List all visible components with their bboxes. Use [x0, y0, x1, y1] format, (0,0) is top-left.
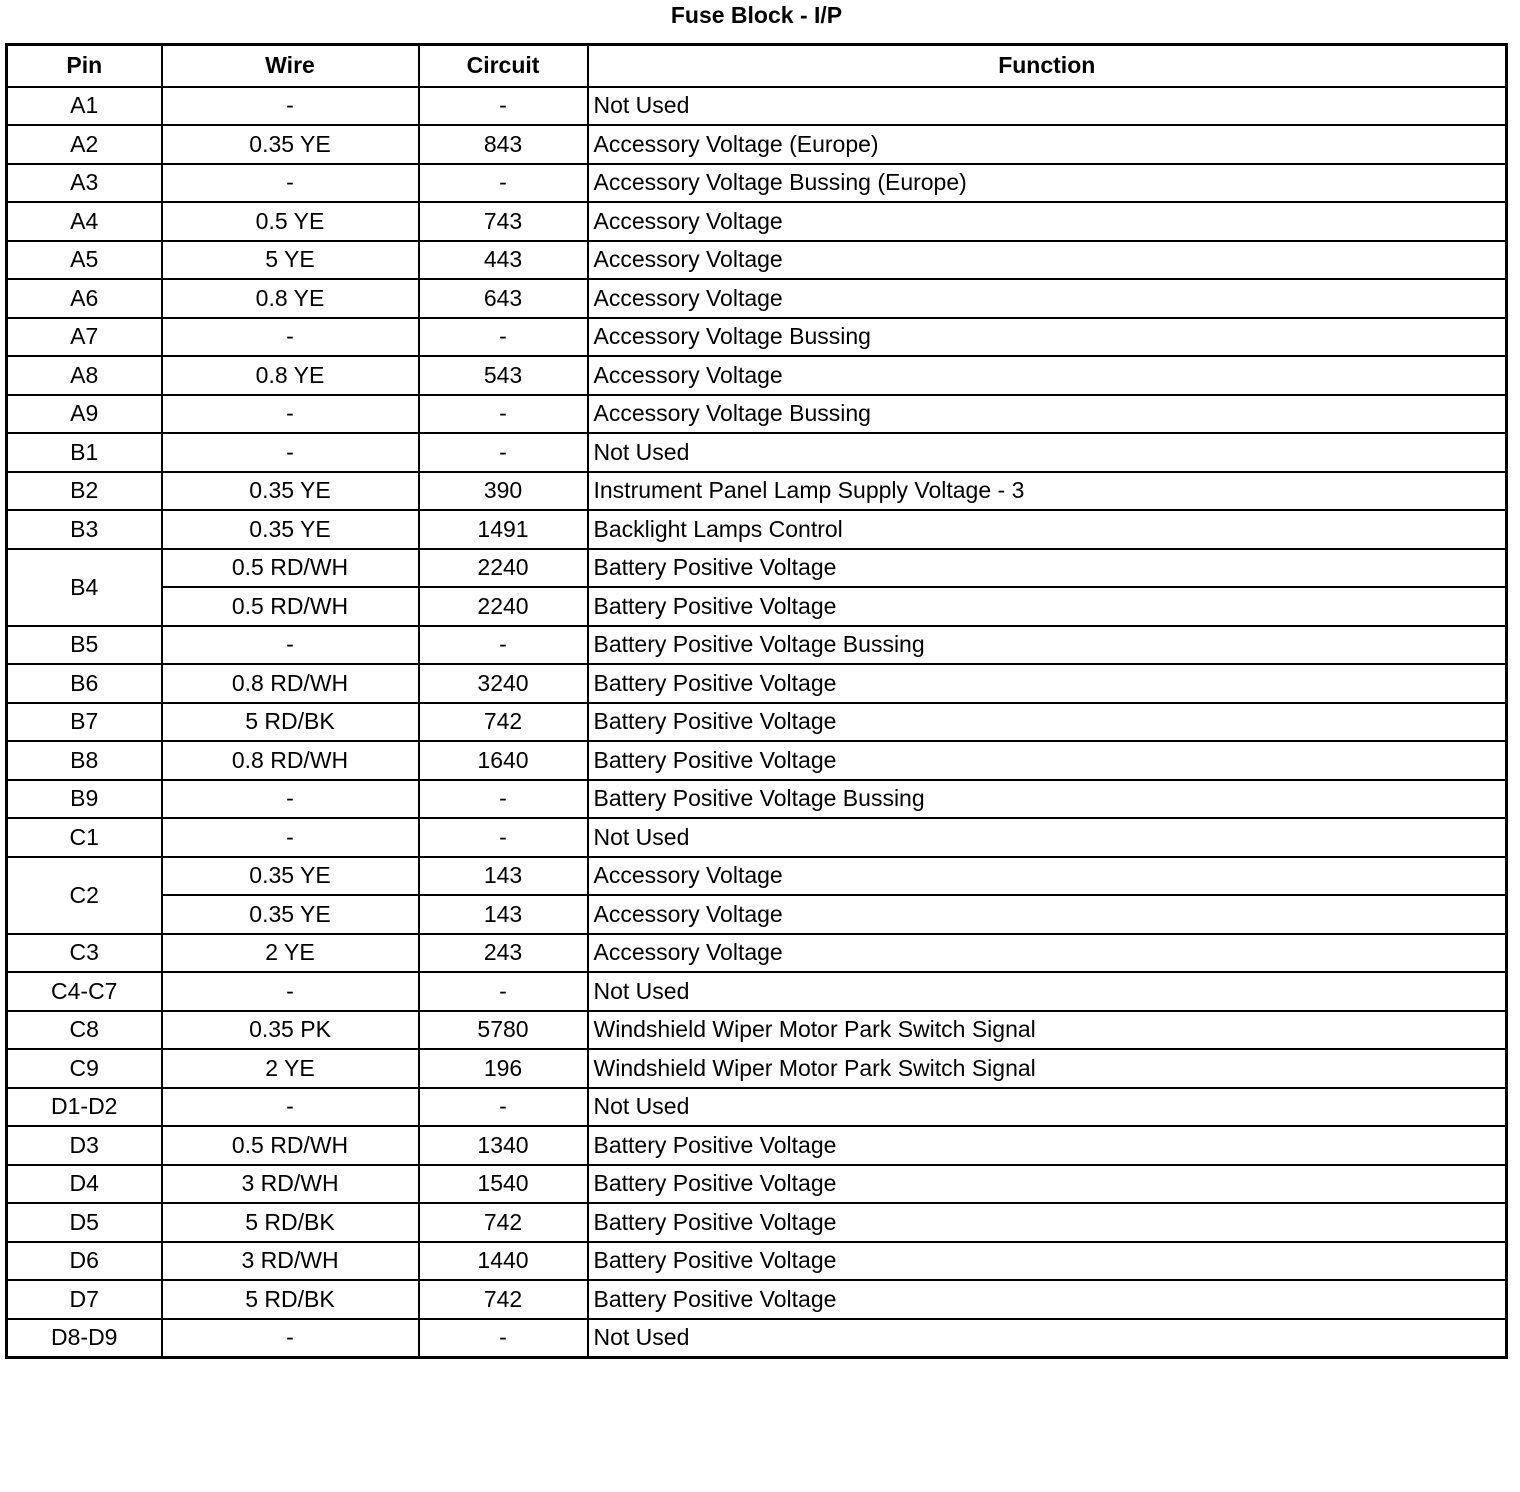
circuit-cell: -: [419, 164, 588, 203]
circuit-cell: 742: [419, 1203, 588, 1242]
circuit-cell: -: [419, 818, 588, 857]
function-cell: Accessory Voltage: [588, 895, 1507, 934]
pin-cell: B9: [7, 780, 162, 819]
circuit-cell: 243: [419, 934, 588, 973]
wire-cell: -: [162, 164, 419, 203]
circuit-cell: 3240: [419, 664, 588, 703]
wire-cell: -: [162, 433, 419, 472]
wire-cell: -: [162, 972, 419, 1011]
wire-cell: -: [162, 1319, 419, 1358]
circuit-cell: 1540: [419, 1165, 588, 1204]
table-row: [7, 87, 1507, 126]
table-row: [7, 895, 1507, 934]
circuit-cell: -: [419, 626, 588, 665]
connector-pinout-table: [5, 43, 1508, 1359]
table-row: [7, 1088, 1507, 1127]
wire-cell: -: [162, 87, 419, 126]
wire-cell: 0.5 RD/WH: [162, 549, 419, 588]
pin-cell: A3: [7, 164, 162, 203]
circuit-cell: -: [419, 780, 588, 819]
circuit-cell: 196: [419, 1049, 588, 1088]
pin-cell: B8: [7, 741, 162, 780]
table-row: [7, 1319, 1507, 1358]
wire-cell: 5 YE: [162, 241, 419, 280]
wire-cell: -: [162, 780, 419, 819]
wire-cell: 0.35 PK: [162, 1011, 419, 1050]
function-cell: Windshield Wiper Motor Park Switch Signal: [588, 1011, 1507, 1050]
circuit-cell: 1440: [419, 1242, 588, 1281]
pin-cell: A9: [7, 395, 162, 434]
table-row: [7, 934, 1507, 973]
function-cell: Battery Positive Voltage: [588, 587, 1507, 626]
wire-cell: 5 RD/BK: [162, 1203, 419, 1242]
circuit-cell: 1340: [419, 1126, 588, 1165]
function-cell: Battery Positive Voltage: [588, 549, 1507, 588]
function-cell: Not Used: [588, 433, 1507, 472]
function-cell: Accessory Voltage: [588, 202, 1507, 241]
pin-cell: D5: [7, 1203, 162, 1242]
table-row: [7, 780, 1507, 819]
circuit-cell: 1491: [419, 510, 588, 549]
function-cell: Battery Positive Voltage: [588, 664, 1507, 703]
table-row: [7, 241, 1507, 280]
wire-cell: 0.35 YE: [162, 510, 419, 549]
table-row: [7, 318, 1507, 357]
table-row: [7, 1280, 1507, 1319]
circuit-cell: 1640: [419, 741, 588, 780]
wire-cell: 3 RD/WH: [162, 1242, 419, 1281]
circuit-cell: 443: [419, 241, 588, 280]
function-cell: Not Used: [588, 972, 1507, 1011]
function-cell: Battery Positive Voltage: [588, 1165, 1507, 1204]
function-cell: Accessory Voltage: [588, 241, 1507, 280]
pin-cell: D3: [7, 1126, 162, 1165]
wire-cell: 3 RD/WH: [162, 1165, 419, 1204]
pin-cell: B7: [7, 703, 162, 742]
function-cell: Battery Positive Voltage Bussing: [588, 780, 1507, 819]
wire-cell: 0.5 RD/WH: [162, 587, 419, 626]
table-row: [7, 356, 1507, 395]
pin-cell: B2: [7, 472, 162, 511]
table-row: [7, 1126, 1507, 1165]
table-row: [7, 202, 1507, 241]
wire-cell: 0.8 RD/WH: [162, 664, 419, 703]
function-cell: Battery Positive Voltage: [588, 703, 1507, 742]
table-row: [7, 703, 1507, 742]
pin-cell: A1: [7, 87, 162, 126]
table-row: [7, 433, 1507, 472]
circuit-cell: 2240: [419, 549, 588, 588]
pin-cell: C8: [7, 1011, 162, 1050]
wire-cell: 0.8 YE: [162, 356, 419, 395]
wire-cell: 0.5 YE: [162, 202, 419, 241]
circuit-cell: 742: [419, 1280, 588, 1319]
table-row: [7, 626, 1507, 665]
wire-cell: 2 YE: [162, 1049, 419, 1088]
circuit-cell: -: [419, 318, 588, 357]
table-row: [7, 1049, 1507, 1088]
circuit-cell: 843: [419, 125, 588, 164]
circuit-cell: 543: [419, 356, 588, 395]
pin-cell: B4: [7, 549, 162, 626]
header-circuit: Circuit: [419, 45, 588, 87]
pin-cell: C3: [7, 934, 162, 973]
header-row: [7, 45, 1507, 87]
circuit-cell: -: [419, 1088, 588, 1127]
function-cell: Not Used: [588, 87, 1507, 126]
table-body: [7, 87, 1507, 1358]
table-row: [7, 587, 1507, 626]
function-cell: Battery Positive Voltage: [588, 1126, 1507, 1165]
table-row: [7, 1165, 1507, 1204]
table-row: [7, 857, 1507, 896]
circuit-cell: -: [419, 1319, 588, 1358]
pin-cell: C2: [7, 857, 162, 934]
circuit-cell: 742: [419, 703, 588, 742]
circuit-cell: 643: [419, 279, 588, 318]
function-cell: Not Used: [588, 1319, 1507, 1358]
circuit-cell: 390: [419, 472, 588, 511]
circuit-cell: -: [419, 395, 588, 434]
table-row: [7, 1242, 1507, 1281]
table-row: [7, 395, 1507, 434]
pin-cell: D4: [7, 1165, 162, 1204]
pin-cell: B1: [7, 433, 162, 472]
table-row: [7, 972, 1507, 1011]
function-cell: Battery Positive Voltage: [588, 741, 1507, 780]
pin-cell: B3: [7, 510, 162, 549]
function-cell: Accessory Voltage (Europe): [588, 125, 1507, 164]
wire-cell: 0.8 RD/WH: [162, 741, 419, 780]
pin-cell: A2: [7, 125, 162, 164]
table-row: [7, 664, 1507, 703]
table-row: [7, 818, 1507, 857]
function-cell: Accessory Voltage Bussing: [588, 318, 1507, 357]
wire-cell: 5 RD/BK: [162, 1280, 419, 1319]
pin-cell: B6: [7, 664, 162, 703]
wire-cell: 5 RD/BK: [162, 703, 419, 742]
table-row: [7, 549, 1507, 588]
function-cell: Not Used: [588, 1088, 1507, 1127]
table-row: [7, 125, 1507, 164]
pin-cell: D6: [7, 1242, 162, 1281]
table-row: [7, 741, 1507, 780]
function-cell: Battery Positive Voltage Bussing: [588, 626, 1507, 665]
table-header: [7, 45, 1507, 87]
wire-cell: 2 YE: [162, 934, 419, 973]
circuit-cell: 143: [419, 895, 588, 934]
pin-cell: A8: [7, 356, 162, 395]
table-row: [7, 472, 1507, 511]
function-cell: Instrument Panel Lamp Supply Voltage - 3: [588, 472, 1507, 511]
header-pin: Pin: [7, 45, 162, 87]
wire-cell: -: [162, 818, 419, 857]
pin-cell: A4: [7, 202, 162, 241]
wire-cell: -: [162, 626, 419, 665]
function-cell: Accessory Voltage: [588, 934, 1507, 973]
pin-cell: A7: [7, 318, 162, 357]
wire-cell: -: [162, 1088, 419, 1127]
pin-cell: D8-D9: [7, 1319, 162, 1358]
wire-cell: 0.35 YE: [162, 125, 419, 164]
wire-cell: 0.35 YE: [162, 895, 419, 934]
wire-cell: 0.35 YE: [162, 857, 419, 896]
function-cell: Accessory Voltage: [588, 356, 1507, 395]
circuit-cell: 143: [419, 857, 588, 896]
pin-cell: C1: [7, 818, 162, 857]
function-cell: Battery Positive Voltage: [588, 1280, 1507, 1319]
function-cell: Accessory Voltage: [588, 279, 1507, 318]
function-cell: Not Used: [588, 818, 1507, 857]
table-row: [7, 279, 1507, 318]
function-cell: Windshield Wiper Motor Park Switch Signal: [588, 1049, 1507, 1088]
circuit-cell: -: [419, 87, 588, 126]
circuit-cell: 743: [419, 202, 588, 241]
wire-cell: -: [162, 318, 419, 357]
table-row: [7, 510, 1507, 549]
pin-cell: D1-D2: [7, 1088, 162, 1127]
circuit-cell: -: [419, 972, 588, 1011]
wire-cell: 0.5 RD/WH: [162, 1126, 419, 1165]
function-cell: Accessory Voltage Bussing: [588, 395, 1507, 434]
pin-cell: B5: [7, 626, 162, 665]
pin-cell: A6: [7, 279, 162, 318]
circuit-cell: -: [419, 433, 588, 472]
table-row: [7, 1011, 1507, 1050]
function-cell: Backlight Lamps Control: [588, 510, 1507, 549]
pin-cell: D7: [7, 1280, 162, 1319]
function-cell: Accessory Voltage: [588, 857, 1507, 896]
table-row: [7, 1203, 1507, 1242]
wire-cell: 0.8 YE: [162, 279, 419, 318]
wire-cell: -: [162, 395, 419, 434]
circuit-cell: 5780: [419, 1011, 588, 1050]
header-wire: Wire: [162, 45, 419, 87]
function-cell: Battery Positive Voltage: [588, 1242, 1507, 1281]
pin-cell: A5: [7, 241, 162, 280]
table-row: [7, 164, 1507, 203]
function-cell: Accessory Voltage Bussing (Europe): [588, 164, 1507, 203]
wire-cell: 0.35 YE: [162, 472, 419, 511]
pin-cell: C9: [7, 1049, 162, 1088]
circuit-cell: 2240: [419, 587, 588, 626]
page-title: Fuse Block - I/P: [670, 2, 843, 28]
pin-cell: C4-C7: [7, 972, 162, 1011]
header-function: Function: [588, 45, 1507, 87]
function-cell: Battery Positive Voltage: [588, 1203, 1507, 1242]
